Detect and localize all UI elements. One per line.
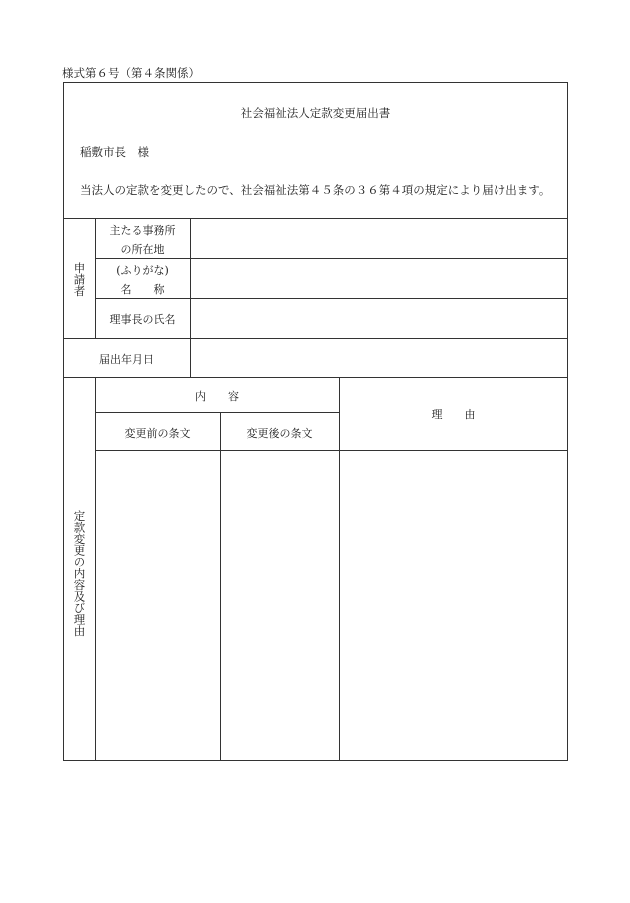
divider-date-bottom	[63, 377, 568, 378]
document-title: 社会福祉法人定款変更届出書	[240, 106, 391, 120]
after-header: 変更後の条文	[246, 427, 313, 440]
divider-applicant-bottom	[63, 338, 568, 339]
divider-header-bottom	[63, 218, 568, 219]
divider-label-column	[190, 218, 191, 377]
changes-section-label: 定款変更の内容及び理由	[72, 510, 87, 637]
addressee: 稲敷市長 様	[80, 145, 149, 159]
director-label: 理事長の氏名	[109, 313, 176, 326]
divider-name-bottom	[95, 298, 568, 299]
name-label: 名 称	[120, 283, 165, 296]
statement: 当法人の定款を変更したので、社会福祉法第４５条の３６第４項の規定により届け出ます。	[80, 183, 551, 197]
form-number: 様式第６号（第４条関係）	[62, 66, 200, 80]
before-text-area[interactable]	[96, 451, 220, 760]
divider-content-header	[95, 412, 339, 413]
furigana-label: (ふりがな)	[116, 264, 169, 277]
content-header: 内 容	[195, 390, 239, 403]
submission-date-label: 届出年月日	[99, 353, 154, 366]
applicant-section-label: 申請者	[72, 262, 87, 297]
office-address-label-2: の所在地	[120, 243, 165, 256]
after-text-area[interactable]	[221, 451, 339, 760]
reason-header: 理 由	[431, 408, 476, 421]
reason-text-area[interactable]	[340, 451, 567, 760]
office-address-label-1: 主たる事務所	[109, 224, 176, 237]
divider-address-bottom	[95, 258, 568, 259]
before-header: 変更前の条文	[124, 427, 191, 440]
